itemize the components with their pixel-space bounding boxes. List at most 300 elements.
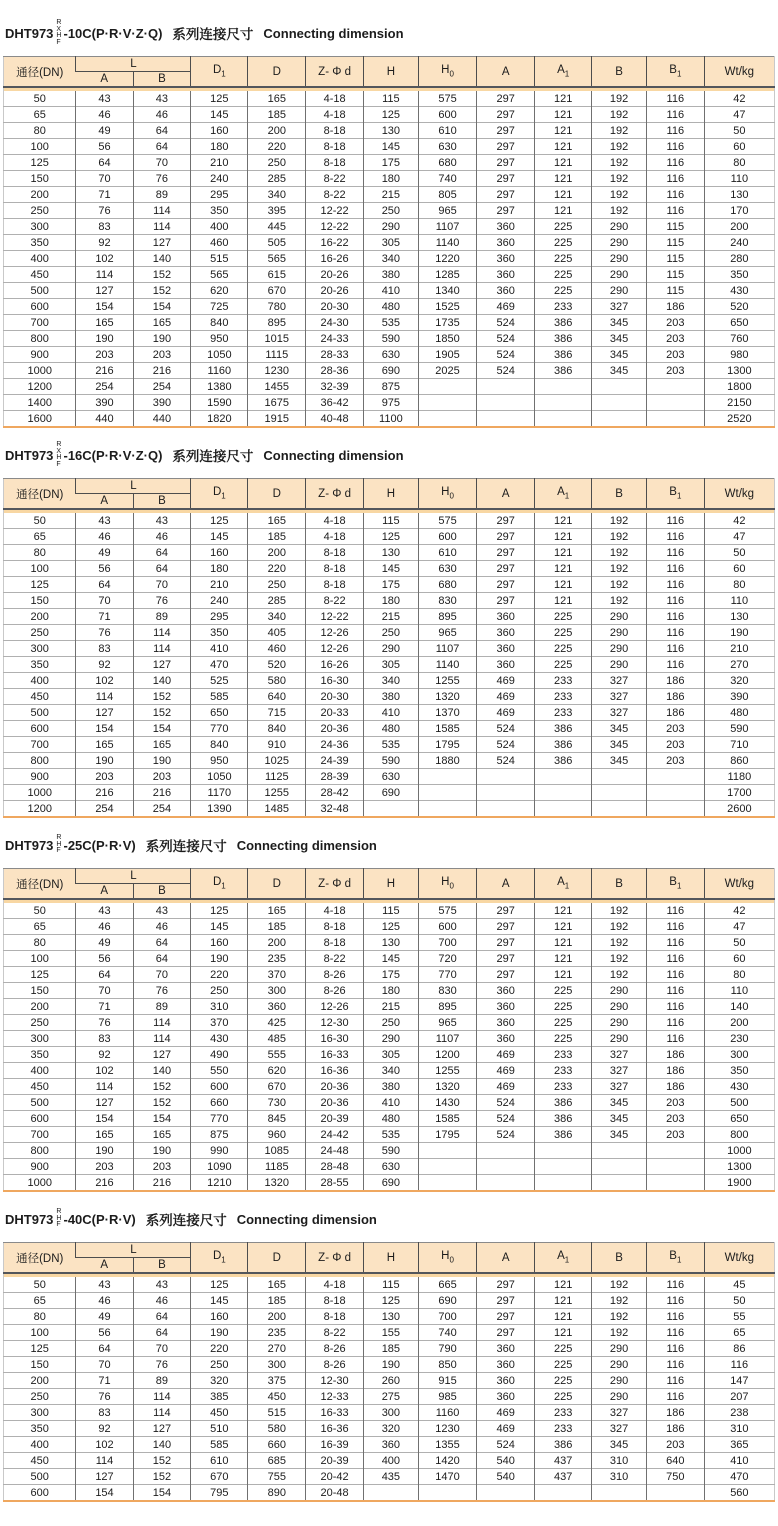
table-cell: 80 [4,123,76,139]
table-cell: 350 [191,203,248,219]
table-cell: 64 [133,935,191,951]
table-cell: 386 [535,1437,592,1453]
table-cell: 114 [133,1389,191,1405]
table-cell: 270 [248,1341,306,1357]
table-cell: 121 [535,187,592,203]
table-cell: 145 [364,561,419,577]
table-cell: 900 [4,769,76,785]
table-cell: 350 [4,1047,76,1063]
table-cell: 116 [646,967,704,983]
table-cell: 660 [248,1437,306,1453]
table-row [4,363,775,379]
model-code: DHT973 [5,25,54,41]
table-cell: 470 [191,657,248,673]
title-cn: 系列连接尺寸 [172,27,254,42]
table-cell: 115 [646,219,704,235]
table-cell: 380 [364,689,419,705]
table-cell: 327 [592,689,647,705]
table-cell: 524 [477,1437,535,1453]
table-cell: 192 [592,203,647,219]
table-row [4,1277,775,1293]
table-cell: 32-39 [306,379,364,395]
table-cell: 225 [535,1031,592,1047]
table-cell: 114 [133,1015,191,1031]
table-cell: 76 [133,593,191,609]
table-cell: 165 [248,1277,306,1293]
table-cell: 254 [76,801,133,818]
table-cell: 770 [418,967,477,983]
table-cell [418,801,477,818]
table-cell: 1735 [418,315,477,331]
table-cell: 327 [592,299,647,315]
table-cell: 116 [646,625,704,641]
table-cell: 125 [364,107,419,123]
table-row [4,283,775,299]
table-cell: 116 [646,1015,704,1031]
table-cell: 890 [248,1485,306,1502]
table-cell: 65 [4,107,76,123]
table-cell: 130 [364,545,419,561]
table-cell [535,1485,592,1502]
table-cell [646,785,704,801]
table-cell: 116 [646,593,704,609]
table-cell: 386 [535,753,592,769]
table-cell: 225 [535,983,592,999]
table-cell: 310 [704,1421,774,1437]
table-cell: 360 [477,267,535,283]
table-cell: 190 [133,753,191,769]
table-cell: 1255 [248,785,306,801]
table-cell: 345 [592,331,647,347]
table-cell: 125 [191,91,248,107]
table-cell: 1600 [4,411,76,428]
table-cell: 89 [133,999,191,1015]
table-header [4,479,775,514]
col-header-b: B [592,1243,647,1274]
table-cell: 49 [76,935,133,951]
table-row [4,801,775,818]
table-cell: 140 [133,673,191,689]
table-cell: 60 [704,561,774,577]
table-cell: 540 [477,1453,535,1469]
table-cell: 43 [76,903,133,919]
table-cell: 250 [248,155,306,171]
table-cell: 400 [4,1437,76,1453]
table-cell: 780 [248,299,306,315]
table-cell: 8-22 [306,593,364,609]
table-cell: 297 [477,903,535,919]
table-row [4,513,775,529]
table-cell: 830 [418,593,477,609]
table-cell: 327 [592,673,647,689]
table-cell: 1340 [418,283,477,299]
table-cell: 42 [704,513,774,529]
col-header-d1: $D_1$ [191,869,248,900]
table-cell: 1050 [191,347,248,363]
table-cell: 340 [248,187,306,203]
table-row [4,1031,775,1047]
table-cell: 203 [646,1437,704,1453]
table-cell: 386 [535,1111,592,1127]
table-cell: 630 [418,139,477,155]
table-cell: 150 [4,1357,76,1373]
table-cell: 43 [76,1277,133,1293]
table-cell: 250 [4,1015,76,1031]
table-cell: 175 [364,577,419,593]
table-cell: 116 [646,1309,704,1325]
table-cell: 192 [592,967,647,983]
table-cell: 1107 [418,641,477,657]
table-cell: 290 [592,641,647,657]
table-cell: 102 [76,251,133,267]
table-cell: 76 [133,1357,191,1373]
table-cell: 216 [133,1175,191,1192]
table-cell: 310 [191,999,248,1015]
table-row [4,785,775,801]
table-row [4,395,775,411]
table-cell: 121 [535,513,592,529]
table-cell: 121 [535,203,592,219]
table-cell: 92 [76,1421,133,1437]
table-cell: 89 [133,187,191,203]
table-row [4,625,775,641]
col-header-l: L [76,1243,191,1258]
table-cell: 121 [535,951,592,967]
table-row [4,999,775,1015]
table-cell: 24-42 [306,1127,364,1143]
table-cell: 985 [418,1389,477,1405]
table-cell: 965 [418,1015,477,1031]
table-cell: 615 [248,267,306,283]
spec-code: -10C(P·R·V·Z·Q) [63,25,163,41]
table-cell: 620 [191,283,248,299]
table-cell: 42 [704,91,774,107]
table-cell: 297 [477,545,535,561]
table-cell: 327 [592,1047,647,1063]
table-cell: 225 [535,219,592,235]
table-cell [477,379,535,395]
table-cell: 1230 [418,1421,477,1437]
dimension-table-25c [3,868,775,1192]
table-row [4,641,775,657]
table-cell: 16-30 [306,1031,364,1047]
table-cell: 1090 [191,1159,248,1175]
col-header-b1: $B_1$ [646,57,704,88]
table-cell: 116 [646,641,704,657]
table-cell: 24-39 [306,753,364,769]
table-cell: 20-36 [306,721,364,737]
table-cell: 290 [592,1357,647,1373]
table-cell: 480 [364,299,419,315]
table-cell: 360 [477,641,535,657]
table-cell: 360 [477,235,535,251]
valve-type-letter: F [56,1221,61,1229]
table-row [4,1175,775,1192]
table-cell: 640 [248,689,306,705]
table-cell: 24-33 [306,331,364,347]
table-cell: 710 [704,737,774,753]
table-cell: 55 [704,1309,774,1325]
table-cell: 590 [364,331,419,347]
table-cell [418,1175,477,1192]
table-cell: 600 [4,1111,76,1127]
table-cell: 575 [418,513,477,529]
table-row [4,689,775,705]
table-cell: 114 [133,219,191,235]
table-title-40c [5,1202,775,1236]
table-cell: 800 [704,1127,774,1143]
table-cell: 20-39 [306,1111,364,1127]
table-cell: 115 [646,267,704,283]
table-cell [418,785,477,801]
table-cell: 216 [76,363,133,379]
table-cell: 440 [133,411,191,428]
table-cell: 690 [364,363,419,379]
table-cell: 12-26 [306,641,364,657]
table-row [4,769,775,785]
table-cell: 49 [76,1309,133,1325]
table-cell: 190 [76,1143,133,1159]
table-cell: 405 [248,625,306,641]
table-cell: 154 [76,1485,133,1502]
table-cell [646,1485,704,1502]
table-row [4,705,775,721]
table-cell: 127 [133,657,191,673]
table-cell: 515 [191,251,248,267]
table-cell: 64 [76,155,133,171]
table-cell: 76 [76,1389,133,1405]
table-cell: 580 [248,1421,306,1437]
col-header-h: H [364,57,419,88]
table-cell: 390 [133,395,191,411]
table-cell: 225 [535,641,592,657]
table-cell: 900 [4,347,76,363]
table-cell: 203 [76,347,133,363]
table-cell [418,411,477,428]
table-cell: 71 [76,187,133,203]
table-cell: 12-30 [306,1373,364,1389]
col-header-d: D [248,869,306,900]
table-cell: 910 [248,737,306,753]
table-cell: 42 [704,903,774,919]
table-cell: 49 [76,123,133,139]
table-cell: 340 [248,609,306,625]
table-cell [477,411,535,428]
table-cell: 254 [76,379,133,395]
valve-type-letter: F [56,460,61,468]
table-cell: 8-18 [306,919,364,935]
table-cell: 16-36 [306,1063,364,1079]
col-header-a1: $A_1$ [535,1243,592,1274]
table-cell: 290 [592,1341,647,1357]
table-cell: 4-18 [306,1277,364,1293]
table-cell: 300 [4,1405,76,1421]
table-row [4,657,775,673]
table-title-10c [5,16,775,50]
table-cell: 216 [76,785,133,801]
table-cell: 121 [535,903,592,919]
table-cell: 116 [646,609,704,625]
table-cell: 386 [535,347,592,363]
table-cell: 386 [535,737,592,753]
valve-type-letter: H [56,1214,62,1222]
table-cell: 28-36 [306,363,364,379]
table-row [4,1015,775,1031]
table-cell [477,395,535,411]
table-cell: 200 [248,123,306,139]
table-cell: 233 [535,299,592,315]
table-row [4,1079,775,1095]
table-cell: 121 [535,935,592,951]
table-cell: 186 [646,1405,704,1421]
table-cell: 895 [418,609,477,625]
table-cell: 185 [364,1341,419,1357]
table-cell: 300 [4,1031,76,1047]
table-cell: 16-22 [306,235,364,251]
table-cell: 290 [364,641,419,657]
table-cell: 65 [4,529,76,545]
table-cell: 585 [191,1437,248,1453]
table-cell: 297 [477,1277,535,1293]
table-cell: 510 [191,1421,248,1437]
table-cell: 1700 [704,785,774,801]
table-cell: 114 [76,1453,133,1469]
table-cell: 700 [4,1127,76,1143]
table-cell: 290 [592,609,647,625]
table-cell [592,1485,647,1502]
table-cell: 71 [76,609,133,625]
table-cell [646,1159,704,1175]
table-cell: 485 [248,1031,306,1047]
table-cell: 2520 [704,411,774,428]
table-row [4,673,775,689]
table-cell: 92 [76,657,133,673]
table-cell: 233 [535,1079,592,1095]
table-cell: 360 [477,1341,535,1357]
table-cell: 185 [248,529,306,545]
table-cell: 297 [477,107,535,123]
table-cell: 64 [133,1325,191,1341]
table-row [4,577,775,593]
table-cell: 116 [646,545,704,561]
table-cell: 83 [76,219,133,235]
table-cell: 16-26 [306,657,364,673]
table-cell: 100 [4,139,76,155]
table-cell: 233 [535,1063,592,1079]
table-row [4,721,775,737]
table-cell: 350 [4,235,76,251]
table-cell: 297 [477,171,535,187]
table-cell: 400 [4,251,76,267]
col-header-b: B [592,479,647,510]
table-cell: 975 [364,395,419,411]
table-cell: 192 [592,171,647,187]
table-row [4,983,775,999]
table-cell: 1210 [191,1175,248,1192]
table-title-16c [5,438,775,472]
table-cell: 130 [704,187,774,203]
table-cell: 116 [646,203,704,219]
table-cell: 233 [535,705,592,721]
table-row [4,609,775,625]
table-cell: 28-55 [306,1175,364,1192]
table-cell: 469 [477,1405,535,1421]
table-cell: 83 [76,641,133,657]
table-cell: 915 [418,1373,477,1389]
table-cell: 125 [364,919,419,935]
table-cell: 121 [535,1309,592,1325]
table-cell: 297 [477,935,535,951]
table-cell: 630 [364,769,419,785]
table-cell: 965 [418,203,477,219]
table-cell: 275 [364,1389,419,1405]
table-cell: 43 [133,91,191,107]
valve-type-letter: X [56,25,62,33]
table-cell: 410 [191,641,248,657]
table-cell: 192 [592,919,647,935]
table-cell: 165 [248,91,306,107]
table-cell: 64 [133,545,191,561]
table-cell: 875 [191,1127,248,1143]
table-cell: 192 [592,545,647,561]
table-cell: 210 [191,155,248,171]
table-cell: 640 [646,1453,704,1469]
table-cell: 327 [592,1405,647,1421]
table-cell: 140 [133,1063,191,1079]
table-cell: 130 [364,1309,419,1325]
table-cell: 8-18 [306,545,364,561]
table-cell: 297 [477,187,535,203]
table-cell: 1300 [704,363,774,379]
table-cell: 64 [133,123,191,139]
table-cell: 140 [704,999,774,1015]
table-row [4,753,775,769]
table-cell: 1320 [418,689,477,705]
table-cell: 116 [646,1031,704,1047]
table-cell: 121 [535,1325,592,1341]
col-header-l: L [76,869,191,884]
table-cell: 690 [364,785,419,801]
table-cell: 297 [477,139,535,155]
table-cell: 725 [191,299,248,315]
table-cell: 114 [76,689,133,705]
table-cell: 610 [418,545,477,561]
table-cell: 630 [418,561,477,577]
table-cell: 300 [704,1047,774,1063]
table-cell: 690 [364,1175,419,1192]
table-cell: 130 [704,609,774,625]
table-cell: 840 [191,737,248,753]
table-cell: 116 [646,951,704,967]
table-cell [592,395,647,411]
table-cell: 80 [704,155,774,171]
table-cell: 795 [191,1485,248,1502]
table-cell: 297 [477,951,535,967]
table-cell: 152 [133,1079,191,1095]
table-cell: 47 [704,107,774,123]
table-cell: 46 [76,107,133,123]
table-cell: 515 [248,1405,306,1421]
col-header-a: A [477,57,535,88]
table-cell: 220 [248,139,306,155]
table-cell: 121 [535,593,592,609]
table-cell: 950 [191,331,248,347]
table-cell: 160 [191,1309,248,1325]
table-cell: 520 [704,299,774,315]
table-cell: 830 [418,983,477,999]
table-cell: 50 [33,904,46,917]
table-cell: 100 [4,951,76,967]
